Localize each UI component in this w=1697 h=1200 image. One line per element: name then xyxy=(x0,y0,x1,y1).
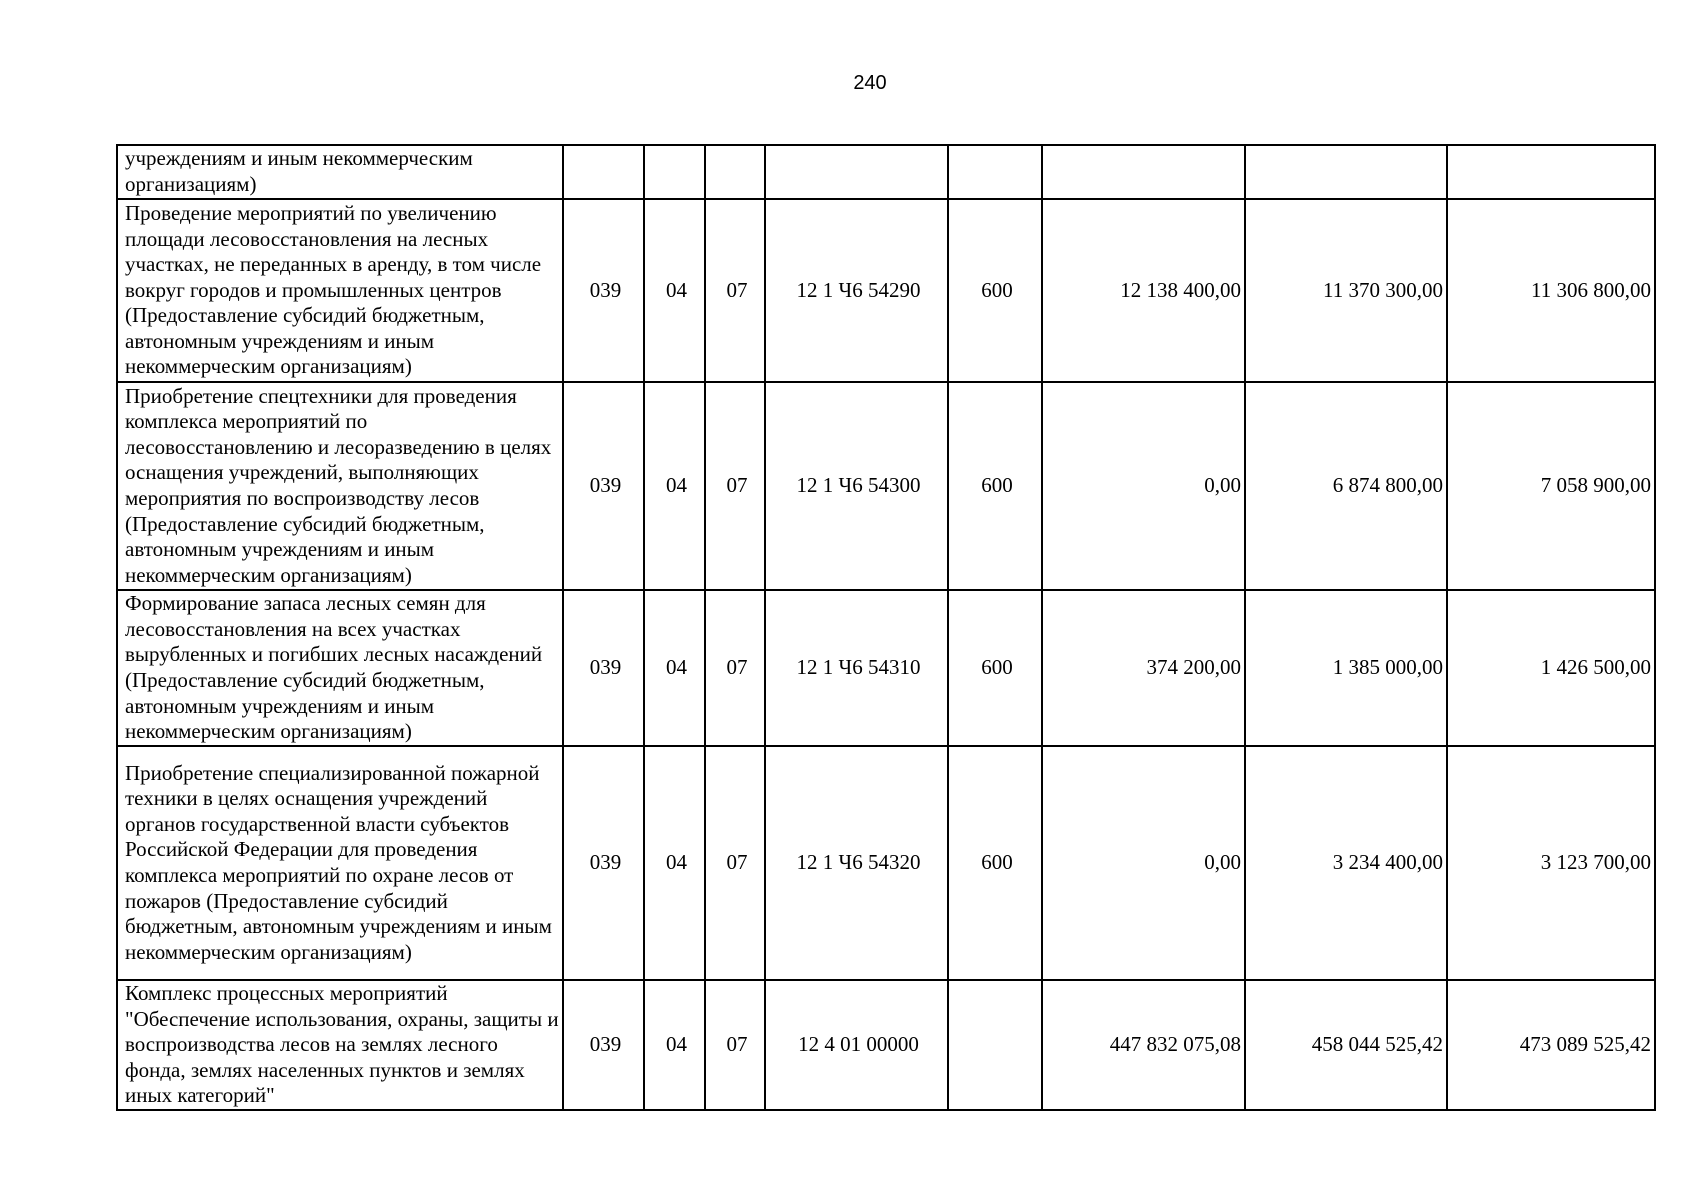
amount-year-1: 0,00 xyxy=(1042,382,1245,590)
section-code: 04 xyxy=(644,199,705,382)
amount-year-3 xyxy=(1447,145,1655,199)
amount-year-1: 0,00 xyxy=(1042,746,1245,980)
expense-type-code xyxy=(948,145,1042,199)
section-code: 04 xyxy=(644,746,705,980)
amount-year-3: 11 306 800,00 xyxy=(1447,199,1655,382)
expense-type-code: 600 xyxy=(948,590,1042,746)
amount-year-1: 447 832 075,08 xyxy=(1042,980,1245,1110)
section-code: 04 xyxy=(644,980,705,1110)
section-code: 04 xyxy=(644,382,705,590)
amount-year-3: 7 058 900,00 xyxy=(1447,382,1655,590)
amount-year-1: 12 138 400,00 xyxy=(1042,199,1245,382)
target-article-code: 12 1 Ч6 54290 xyxy=(765,199,948,382)
target-article-code: 12 1 Ч6 54320 xyxy=(765,746,948,980)
amount-year-2: 11 370 300,00 xyxy=(1245,199,1447,382)
subsection-code xyxy=(705,145,765,199)
table-row xyxy=(117,746,1655,980)
subsection-code: 07 xyxy=(705,746,765,980)
amount-year-2: 458 044 525,42 xyxy=(1245,980,1447,1110)
target-article-code: 12 4 01 00000 xyxy=(765,980,948,1110)
table-row xyxy=(117,980,1655,1110)
table-row xyxy=(117,145,1655,199)
amount-year-3: 3 123 700,00 xyxy=(1447,746,1655,980)
amount-year-2: 3 234 400,00 xyxy=(1245,746,1447,980)
row-description: Проведение мероприятий по увеличению площади лесовосстановления на лесных участках, не переданных в аренду, в том числе вокруг городов и промышленных центров (Предоставление субсидий бюджетным, автономным учреждениям и иным некоммерческим организациям) xyxy=(117,199,563,382)
table-row xyxy=(117,590,1655,746)
ministry-code: 039 xyxy=(563,590,644,746)
ministry-code: 039 xyxy=(563,746,644,980)
target-article-code xyxy=(765,145,948,199)
table-row xyxy=(117,382,1655,590)
subsection-code: 07 xyxy=(705,382,765,590)
row-description: Приобретение спецтехники для проведения комплекса мероприятий по лесовосстановлению и лесоразведению в целях оснащения учреждений, выполняющих мероприятия по воспроизводству лесов (Предоставление субсидий бюджетным, автономным учреждениям и иным некоммерческим организациям) xyxy=(117,382,563,590)
budget-table xyxy=(116,144,1656,1111)
target-article-code: 12 1 Ч6 54300 xyxy=(765,382,948,590)
subsection-code: 07 xyxy=(705,199,765,382)
amount-year-1 xyxy=(1042,145,1245,199)
subsection-code: 07 xyxy=(705,980,765,1110)
row-description: учреждениям и иным некоммерческим организациям) xyxy=(117,145,563,199)
ministry-code: 039 xyxy=(563,199,644,382)
expense-type-code: 600 xyxy=(948,199,1042,382)
amount-year-1: 374 200,00 xyxy=(1042,590,1245,746)
expense-type-code xyxy=(948,980,1042,1110)
subsection-code: 07 xyxy=(705,590,765,746)
amount-year-2 xyxy=(1245,145,1447,199)
page-number: 240 xyxy=(853,72,887,94)
expense-type-code: 600 xyxy=(948,746,1042,980)
table-row xyxy=(117,199,1655,382)
amount-year-3: 1 426 500,00 xyxy=(1447,590,1655,746)
section-code: 04 xyxy=(644,590,705,746)
row-description: Формирование запаса лесных семян для лесовосстановления на всех участках вырубленных и погибших лесных насаждений (Предоставление субсидий бюджетным, автономным учреждениям и иным некоммерческим организациям) xyxy=(117,590,563,746)
row-description: Приобретение специализированной пожарной техники в целях оснащения учреждений органов государственной власти субъектов Российской Федерации для проведения комплекса мероприятий по охране лесов от пожаров (Предоставление субсидий бюджетным, автономным учреждениям и иным некоммерческим организациям) xyxy=(117,746,563,980)
row-description: Комплекс процессных мероприятий "Обеспечение использования, охраны, защиты и воспроизводства лесов на землях лесного фонда, землях населенных пунктов и землях иных категорий" xyxy=(117,980,563,1110)
target-article-code: 12 1 Ч6 54310 xyxy=(765,590,948,746)
amount-year-3: 473 089 525,42 xyxy=(1447,980,1655,1110)
ministry-code: 039 xyxy=(563,382,644,590)
amount-year-2: 6 874 800,00 xyxy=(1245,382,1447,590)
ministry-code: 039 xyxy=(563,980,644,1110)
expense-type-code: 600 xyxy=(948,382,1042,590)
section-code xyxy=(644,145,705,199)
amount-year-2: 1 385 000,00 xyxy=(1245,590,1447,746)
ministry-code xyxy=(563,145,644,199)
